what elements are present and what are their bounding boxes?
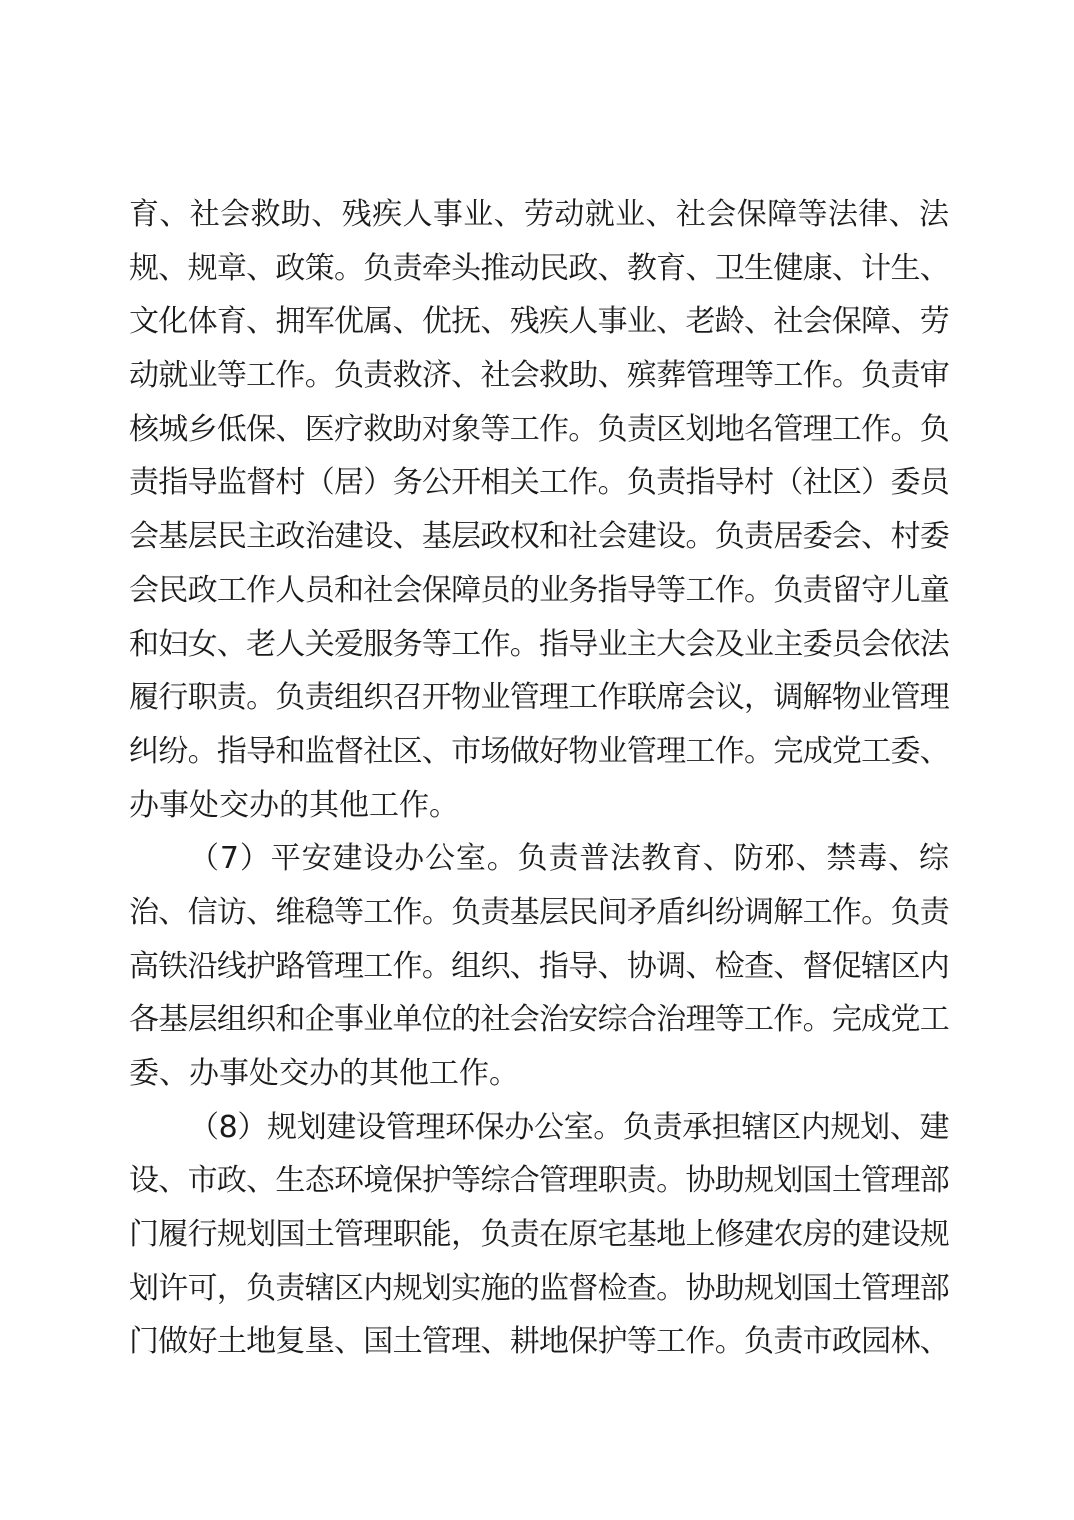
- text-line: 纠纷。指导和监督社区、市场做好物业管理工作。完成党工委、: [129, 733, 949, 769]
- body-text: [129, 188, 949, 1369]
- text-line: 办事处交办的其他工作。: [129, 787, 459, 823]
- text-line: 责指导监督村（居）务公开相关工作。负责指导村（社区）委员: [129, 465, 949, 501]
- text-line: 委、办事处交办的其他工作。: [129, 1056, 519, 1091]
- text-line: 门做好土地复垦、国土管理、耕地保护等工作。负责市政园林、: [129, 1324, 949, 1360]
- text-line: 会民政工作人员和社会保障员的业务指导等工作。负责留守儿童: [129, 572, 949, 608]
- text-line: 文化体育、拥军优属、优抚、残疾人事业、老龄、社会保障、劳: [129, 304, 949, 340]
- text-line: 和妇女、老人关爱服务等工作。指导业主大会及业主委员会依法: [129, 626, 949, 662]
- text-line: 各基层组织和企事业单位的社会治安综合治理等工作。完成党工: [129, 1002, 949, 1038]
- text-line: 门履行规划国土管理职能，负责在原宅基地上修建农房的建设规: [129, 1217, 949, 1253]
- text-line: 动就业等工作。负责救济、社会救助、殡葬管理等工作。负责审: [129, 358, 949, 394]
- paragraph-first-line: （8）规划建设管理环保办公室。负责承担辖区内规划、建: [189, 1109, 949, 1145]
- text-line: 划许可，负责辖区内规划实施的监督检查。协助规划国土管理部: [129, 1270, 949, 1306]
- text-line: 设、市政、生态环境保护等综合管理职责。协助规划国土管理部: [129, 1163, 949, 1199]
- text-line: 治、信访、维稳等工作。负责基层民间矛盾纠纷调解工作。负责: [129, 894, 949, 930]
- text-line: 履行职责。负责组织召开物业管理工作联席会议，调解物业管理: [129, 680, 949, 716]
- text-line: 会基层民主政治建设、基层政权和社会建设。负责居委会、村委: [129, 519, 949, 555]
- paragraph-first-line: （7）平安建设办公室。负责普法教育、防邪、禁毒、综: [189, 841, 949, 877]
- text-line: 育、社会救助、残疾人事业、劳动就业、社会保障等法律、法: [129, 197, 949, 232]
- text-line: 高铁沿线护路管理工作。组织、指导、协调、检查、督促辖区内: [129, 948, 949, 984]
- text-line: 规、规章、政策。负责牵头推动民政、教育、卫生健康、计生、: [129, 250, 949, 286]
- text-line: 核城乡低保、医疗救助对象等工作。负责区划地名管理工作。负: [129, 411, 949, 447]
